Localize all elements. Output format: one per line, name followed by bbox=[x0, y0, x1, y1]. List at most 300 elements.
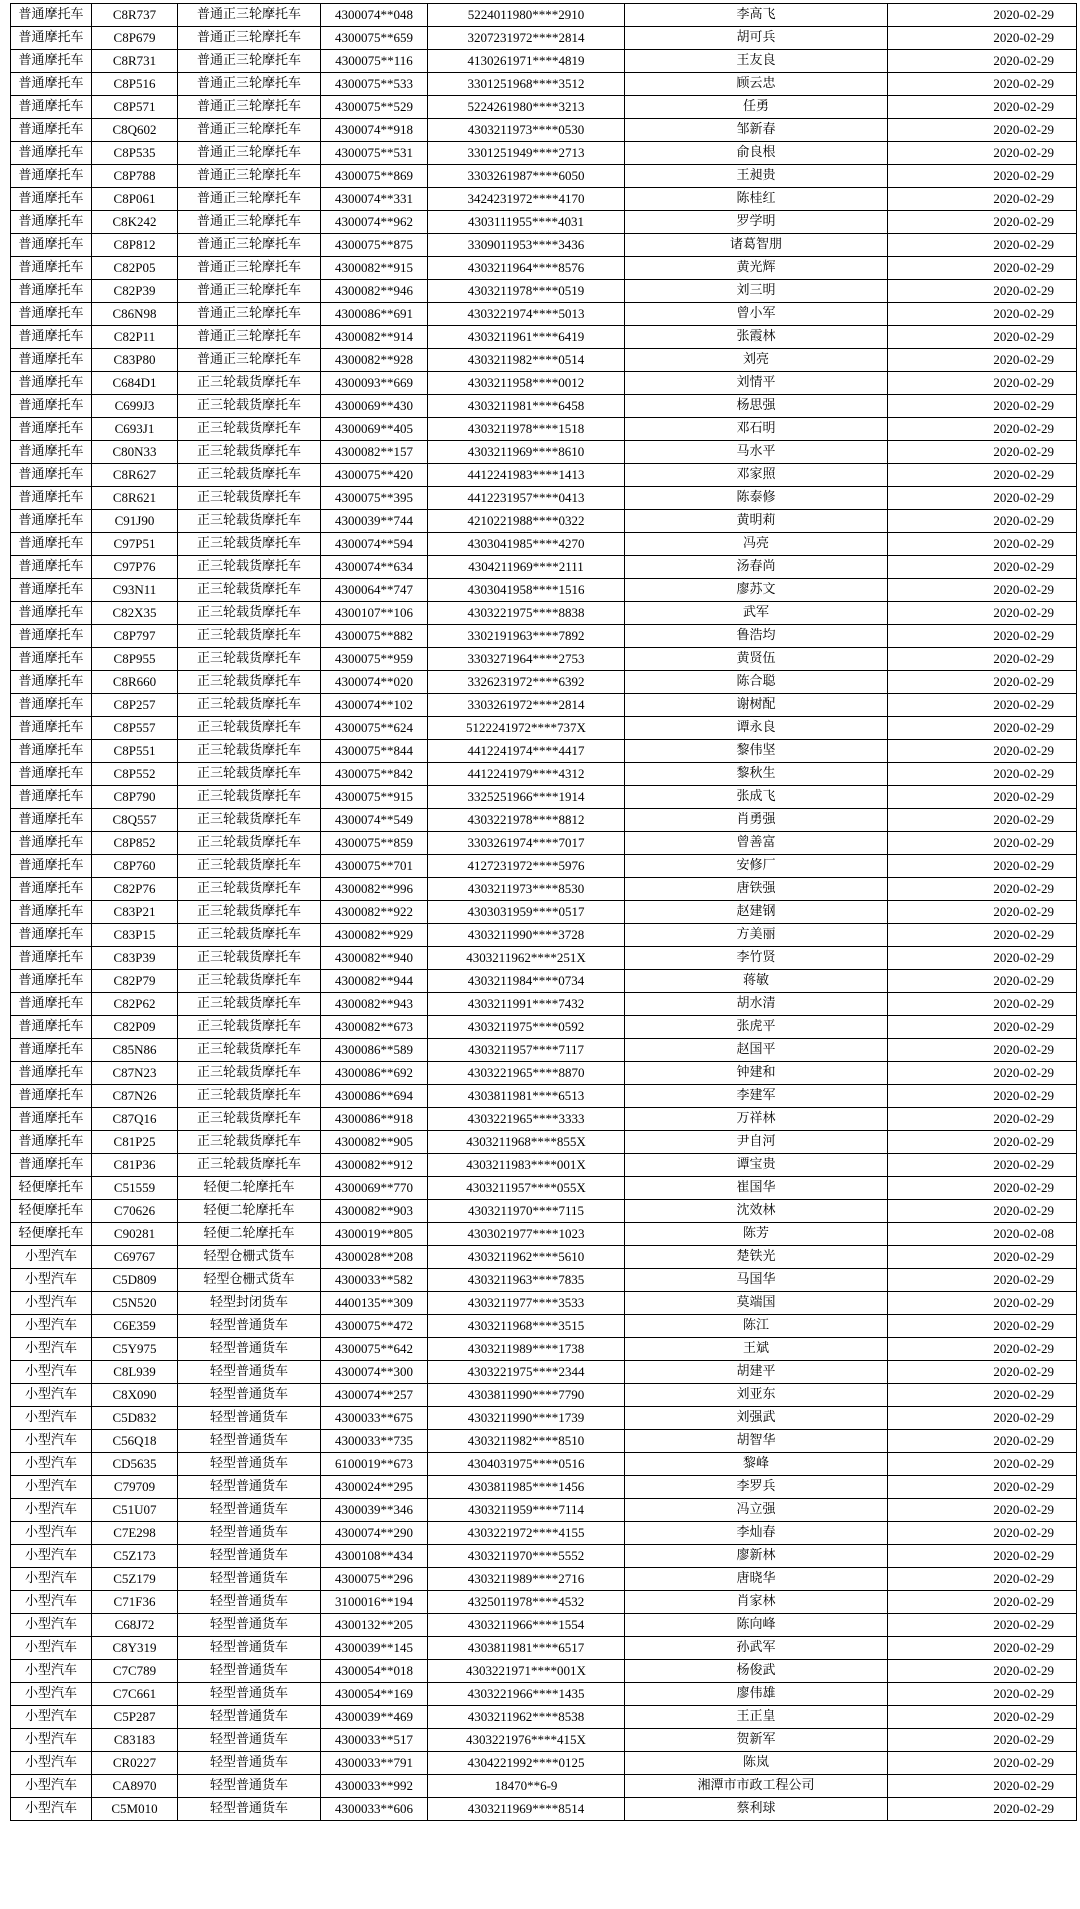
category-cell: 普通摩托车 bbox=[11, 326, 92, 349]
plate-number-cell: C8R660 bbox=[92, 671, 178, 694]
record-number-cell: 4300028**208 bbox=[321, 1246, 428, 1269]
date-cell: 2020-02-29 bbox=[888, 280, 1077, 303]
owner-name-cell: 李高飞 bbox=[625, 4, 888, 27]
id-number-cell: 4303211963****7835 bbox=[428, 1269, 625, 1292]
owner-name-cell: 安修厂 bbox=[625, 855, 888, 878]
vehicle-type-cell: 正三轮载货摩托车 bbox=[178, 878, 321, 901]
record-number-cell: 4300064**747 bbox=[321, 579, 428, 602]
id-number-cell: 4303111955****4031 bbox=[428, 211, 625, 234]
id-number-cell: 3301251949****2713 bbox=[428, 142, 625, 165]
record-number-cell: 4300074**962 bbox=[321, 211, 428, 234]
date-cell: 2020-02-29 bbox=[888, 96, 1077, 119]
record-number-cell: 4300075**529 bbox=[321, 96, 428, 119]
category-cell: 普通摩托车 bbox=[11, 510, 92, 533]
owner-name-cell: 刘情平 bbox=[625, 372, 888, 395]
date-cell: 2020-02-29 bbox=[888, 878, 1077, 901]
record-number-cell: 4300075**395 bbox=[321, 487, 428, 510]
record-number-cell: 4300075**844 bbox=[321, 740, 428, 763]
plate-number-cell: C83P15 bbox=[92, 924, 178, 947]
table-row bbox=[11, 1798, 1077, 1821]
vehicle-type-cell: 普通正三轮摩托车 bbox=[178, 349, 321, 372]
record-number-cell: 4300054**169 bbox=[321, 1683, 428, 1706]
vehicle-type-cell: 轻型普通货车 bbox=[178, 1568, 321, 1591]
vehicle-type-cell: 轻便二轮摩托车 bbox=[178, 1177, 321, 1200]
category-cell: 普通摩托车 bbox=[11, 418, 92, 441]
record-number-cell: 3100016**194 bbox=[321, 1591, 428, 1614]
date-cell: 2020-02-29 bbox=[888, 418, 1077, 441]
plate-number-cell: C5M010 bbox=[92, 1798, 178, 1821]
id-number-cell: 3302191963****7892 bbox=[428, 625, 625, 648]
table-row bbox=[11, 1384, 1077, 1407]
id-number-cell: 4303211970****5552 bbox=[428, 1545, 625, 1568]
date-cell: 2020-02-29 bbox=[888, 234, 1077, 257]
plate-number-cell: C8P852 bbox=[92, 832, 178, 855]
owner-name-cell: 廖苏文 bbox=[625, 579, 888, 602]
plate-number-cell: C83183 bbox=[92, 1729, 178, 1752]
id-number-cell: 4325011978****4532 bbox=[428, 1591, 625, 1614]
plate-number-cell: C8P788 bbox=[92, 165, 178, 188]
category-cell: 普通摩托车 bbox=[11, 855, 92, 878]
category-cell: 普通摩托车 bbox=[11, 671, 92, 694]
plate-number-cell: C7E298 bbox=[92, 1522, 178, 1545]
plate-number-cell: C8R627 bbox=[92, 464, 178, 487]
record-number-cell: 4300082**157 bbox=[321, 441, 428, 464]
record-number-cell: 4300039**469 bbox=[321, 1706, 428, 1729]
plate-number-cell: C8P061 bbox=[92, 188, 178, 211]
plate-number-cell: C82X35 bbox=[92, 602, 178, 625]
table-row bbox=[11, 993, 1077, 1016]
plate-number-cell: C83P80 bbox=[92, 349, 178, 372]
owner-name-cell: 李竹贤 bbox=[625, 947, 888, 970]
category-cell: 普通摩托车 bbox=[11, 579, 92, 602]
id-number-cell: 4303211973****8530 bbox=[428, 878, 625, 901]
owner-name-cell: 马国华 bbox=[625, 1269, 888, 1292]
id-number-cell: 4303211966****1554 bbox=[428, 1614, 625, 1637]
owner-name-cell: 谢树配 bbox=[625, 694, 888, 717]
id-number-cell: 4303211978****0519 bbox=[428, 280, 625, 303]
table-row bbox=[11, 1637, 1077, 1660]
id-number-cell: 4303811990****7790 bbox=[428, 1384, 625, 1407]
owner-name-cell: 罗学明 bbox=[625, 211, 888, 234]
date-cell: 2020-02-29 bbox=[888, 349, 1077, 372]
record-number-cell: 4300082**940 bbox=[321, 947, 428, 970]
vehicle-type-cell: 正三轮载货摩托车 bbox=[178, 1154, 321, 1177]
table-row bbox=[11, 763, 1077, 786]
plate-number-cell: C5D809 bbox=[92, 1269, 178, 1292]
owner-name-cell: 湘潭市市政工程公司 bbox=[625, 1775, 888, 1798]
vehicle-type-cell: 正三轮载货摩托车 bbox=[178, 786, 321, 809]
table-row bbox=[11, 1315, 1077, 1338]
record-number-cell: 4400135**309 bbox=[321, 1292, 428, 1315]
table-row bbox=[11, 1154, 1077, 1177]
category-cell: 轻便摩托车 bbox=[11, 1200, 92, 1223]
id-number-cell: 4303221974****5013 bbox=[428, 303, 625, 326]
owner-name-cell: 李灿春 bbox=[625, 1522, 888, 1545]
vehicle-type-cell: 正三轮载货摩托车 bbox=[178, 947, 321, 970]
table-row bbox=[11, 786, 1077, 809]
vehicle-type-cell: 正三轮载货摩托车 bbox=[178, 1016, 321, 1039]
date-cell: 2020-02-29 bbox=[888, 73, 1077, 96]
date-cell: 2020-02-29 bbox=[888, 1706, 1077, 1729]
category-cell: 小型汽车 bbox=[11, 1499, 92, 1522]
record-number-cell: 4300075**701 bbox=[321, 855, 428, 878]
date-cell: 2020-02-29 bbox=[888, 1062, 1077, 1085]
owner-name-cell: 黄贤伍 bbox=[625, 648, 888, 671]
date-cell: 2020-02-29 bbox=[888, 533, 1077, 556]
owner-name-cell: 蒋敏 bbox=[625, 970, 888, 993]
record-number-cell: 6100019**673 bbox=[321, 1453, 428, 1476]
category-cell: 轻便摩托车 bbox=[11, 1223, 92, 1246]
id-number-cell: 3309011953****3436 bbox=[428, 234, 625, 257]
vehicle-type-cell: 正三轮载货摩托车 bbox=[178, 533, 321, 556]
id-number-cell: 3303261987****6050 bbox=[428, 165, 625, 188]
owner-name-cell: 赵建钢 bbox=[625, 901, 888, 924]
id-number-cell: 4303211962****251X bbox=[428, 947, 625, 970]
table-row bbox=[11, 50, 1077, 73]
table-row bbox=[11, 832, 1077, 855]
record-number-cell: 4300082**912 bbox=[321, 1154, 428, 1177]
plate-number-cell: C85N86 bbox=[92, 1039, 178, 1062]
vehicle-type-cell: 正三轮载货摩托车 bbox=[178, 901, 321, 924]
id-number-cell: 4303211975****0592 bbox=[428, 1016, 625, 1039]
category-cell: 小型汽车 bbox=[11, 1545, 92, 1568]
owner-name-cell: 廖新林 bbox=[625, 1545, 888, 1568]
date-cell: 2020-02-29 bbox=[888, 901, 1077, 924]
owner-name-cell: 谭宝贵 bbox=[625, 1154, 888, 1177]
id-number-cell: 4303211982****8510 bbox=[428, 1430, 625, 1453]
date-cell: 2020-02-29 bbox=[888, 763, 1077, 786]
vehicle-type-cell: 普通正三轮摩托车 bbox=[178, 165, 321, 188]
id-number-cell: 4303211990****1739 bbox=[428, 1407, 625, 1430]
id-number-cell: 4303211962****5610 bbox=[428, 1246, 625, 1269]
id-number-cell: 5122241972****737X bbox=[428, 717, 625, 740]
category-cell: 普通摩托车 bbox=[11, 441, 92, 464]
owner-name-cell: 楚铁光 bbox=[625, 1246, 888, 1269]
date-cell: 2020-02-29 bbox=[888, 1246, 1077, 1269]
plate-number-cell: C5P287 bbox=[92, 1706, 178, 1729]
date-cell: 2020-02-29 bbox=[888, 464, 1077, 487]
owner-name-cell: 胡建平 bbox=[625, 1361, 888, 1384]
owner-name-cell: 陈泰修 bbox=[625, 487, 888, 510]
category-cell: 小型汽车 bbox=[11, 1798, 92, 1821]
id-number-cell: 3424231972****4170 bbox=[428, 188, 625, 211]
id-number-cell: 4210221988****0322 bbox=[428, 510, 625, 533]
vehicle-type-cell: 轻型普通货车 bbox=[178, 1683, 321, 1706]
plate-number-cell: C82P39 bbox=[92, 280, 178, 303]
date-cell: 2020-02-29 bbox=[888, 625, 1077, 648]
date-cell: 2020-02-29 bbox=[888, 602, 1077, 625]
date-cell: 2020-02-29 bbox=[888, 1039, 1077, 1062]
vehicle-type-cell: 普通正三轮摩托车 bbox=[178, 326, 321, 349]
vehicle-type-cell: 轻型普通货车 bbox=[178, 1338, 321, 1361]
category-cell: 普通摩托车 bbox=[11, 1062, 92, 1085]
plate-number-cell: C7C789 bbox=[92, 1660, 178, 1683]
record-number-cell: 4300069**405 bbox=[321, 418, 428, 441]
date-cell: 2020-02-29 bbox=[888, 1453, 1077, 1476]
plate-number-cell: C8L939 bbox=[92, 1361, 178, 1384]
date-cell: 2020-02-29 bbox=[888, 1016, 1077, 1039]
plate-number-cell: C68J72 bbox=[92, 1614, 178, 1637]
table-row bbox=[11, 1522, 1077, 1545]
id-number-cell: 4303211989****1738 bbox=[428, 1338, 625, 1361]
owner-name-cell: 李罗兵 bbox=[625, 1476, 888, 1499]
owner-name-cell: 唐晓华 bbox=[625, 1568, 888, 1591]
record-number-cell: 4300069**430 bbox=[321, 395, 428, 418]
owner-name-cell: 莫端国 bbox=[625, 1292, 888, 1315]
owner-name-cell: 陈合聪 bbox=[625, 671, 888, 694]
vehicle-type-cell: 正三轮载货摩托车 bbox=[178, 993, 321, 1016]
record-number-cell: 4300075**642 bbox=[321, 1338, 428, 1361]
record-number-cell: 4300039**145 bbox=[321, 1637, 428, 1660]
category-cell: 小型汽车 bbox=[11, 1614, 92, 1637]
plate-number-cell: C8P955 bbox=[92, 648, 178, 671]
vehicle-type-cell: 正三轮载货摩托车 bbox=[178, 694, 321, 717]
table-row bbox=[11, 1430, 1077, 1453]
id-number-cell: 4303211981****6458 bbox=[428, 395, 625, 418]
record-number-cell: 4300074**048 bbox=[321, 4, 428, 27]
vehicle-type-cell: 正三轮载货摩托车 bbox=[178, 625, 321, 648]
plate-number-cell: C82P09 bbox=[92, 1016, 178, 1039]
date-cell: 2020-02-29 bbox=[888, 1269, 1077, 1292]
table-row bbox=[11, 1361, 1077, 1384]
id-number-cell: 4127231972****5976 bbox=[428, 855, 625, 878]
plate-number-cell: C5Z179 bbox=[92, 1568, 178, 1591]
table-row bbox=[11, 1660, 1077, 1683]
vehicle-type-cell: 正三轮载货摩托车 bbox=[178, 671, 321, 694]
vehicle-type-cell: 轻型普通货车 bbox=[178, 1752, 321, 1775]
owner-name-cell: 方美丽 bbox=[625, 924, 888, 947]
category-cell: 小型汽车 bbox=[11, 1430, 92, 1453]
record-number-cell: 4300075**869 bbox=[321, 165, 428, 188]
table-row bbox=[11, 1338, 1077, 1361]
vehicle-type-cell: 普通正三轮摩托车 bbox=[178, 73, 321, 96]
record-number-cell: 4300075**296 bbox=[321, 1568, 428, 1591]
id-number-cell: 3326231972****6392 bbox=[428, 671, 625, 694]
vehicle-type-cell: 普通正三轮摩托车 bbox=[178, 211, 321, 234]
date-cell: 2020-02-29 bbox=[888, 257, 1077, 280]
record-number-cell: 4300075**420 bbox=[321, 464, 428, 487]
id-number-cell: 4303211983****001X bbox=[428, 1154, 625, 1177]
vehicle-type-cell: 轻型普通货车 bbox=[178, 1775, 321, 1798]
plate-number-cell: C81P25 bbox=[92, 1131, 178, 1154]
plate-number-cell: C51559 bbox=[92, 1177, 178, 1200]
id-number-cell: 4303211958****0012 bbox=[428, 372, 625, 395]
owner-name-cell: 贺新军 bbox=[625, 1729, 888, 1752]
owner-name-cell: 刘强武 bbox=[625, 1407, 888, 1430]
record-number-cell: 4300019**805 bbox=[321, 1223, 428, 1246]
table-row bbox=[11, 4, 1077, 27]
table-body bbox=[11, 4, 1077, 1821]
record-number-cell: 4300033**582 bbox=[321, 1269, 428, 1292]
table-row bbox=[11, 441, 1077, 464]
plate-number-cell: CA8970 bbox=[92, 1775, 178, 1798]
id-number-cell: 4303221965****3333 bbox=[428, 1108, 625, 1131]
plate-number-cell: C8P797 bbox=[92, 625, 178, 648]
id-number-cell: 4303221971****001X bbox=[428, 1660, 625, 1683]
id-number-cell: 4303211959****7114 bbox=[428, 1499, 625, 1522]
owner-name-cell: 邹新春 bbox=[625, 119, 888, 142]
vehicle-type-cell: 轻型普通货车 bbox=[178, 1499, 321, 1522]
category-cell: 普通摩托车 bbox=[11, 1154, 92, 1177]
table-row bbox=[11, 418, 1077, 441]
vehicle-type-cell: 轻型普通货车 bbox=[178, 1729, 321, 1752]
category-cell: 普通摩托车 bbox=[11, 809, 92, 832]
record-number-cell: 4300033**606 bbox=[321, 1798, 428, 1821]
table-row bbox=[11, 1499, 1077, 1522]
category-cell: 普通摩托车 bbox=[11, 1085, 92, 1108]
table-row bbox=[11, 1729, 1077, 1752]
table-row bbox=[11, 1131, 1077, 1154]
date-cell: 2020-02-29 bbox=[888, 142, 1077, 165]
id-number-cell: 4303211973****0530 bbox=[428, 119, 625, 142]
plate-number-cell: C93N11 bbox=[92, 579, 178, 602]
vehicle-type-cell: 正三轮载货摩托车 bbox=[178, 579, 321, 602]
record-number-cell: 4300075**859 bbox=[321, 832, 428, 855]
date-cell: 2020-02-29 bbox=[888, 556, 1077, 579]
date-cell: 2020-02-29 bbox=[888, 1660, 1077, 1683]
record-number-cell: 4300082**946 bbox=[321, 280, 428, 303]
table-row bbox=[11, 556, 1077, 579]
category-cell: 小型汽车 bbox=[11, 1407, 92, 1430]
date-cell: 2020-02-29 bbox=[888, 924, 1077, 947]
vehicle-type-cell: 正三轮载货摩托车 bbox=[178, 1085, 321, 1108]
plate-number-cell: C8P516 bbox=[92, 73, 178, 96]
category-cell: 普通摩托车 bbox=[11, 349, 92, 372]
owner-name-cell: 冯立强 bbox=[625, 1499, 888, 1522]
category-cell: 普通摩托车 bbox=[11, 464, 92, 487]
vehicle-type-cell: 轻型普通货车 bbox=[178, 1522, 321, 1545]
category-cell: 普通摩托车 bbox=[11, 50, 92, 73]
owner-name-cell: 黄光辉 bbox=[625, 257, 888, 280]
category-cell: 小型汽车 bbox=[11, 1453, 92, 1476]
date-cell: 2020-02-29 bbox=[888, 1315, 1077, 1338]
vehicle-type-cell: 正三轮载货摩托车 bbox=[178, 441, 321, 464]
table-row bbox=[11, 326, 1077, 349]
vehicle-type-cell: 轻型仓栅式货车 bbox=[178, 1269, 321, 1292]
record-number-cell: 4300132**205 bbox=[321, 1614, 428, 1637]
id-number-cell: 4412241979****4312 bbox=[428, 763, 625, 786]
table-row bbox=[11, 855, 1077, 878]
table-row bbox=[11, 1706, 1077, 1729]
vehicle-type-cell: 普通正三轮摩托车 bbox=[178, 280, 321, 303]
vehicle-type-cell: 轻型普通货车 bbox=[178, 1453, 321, 1476]
table-row bbox=[11, 1108, 1077, 1131]
table-row bbox=[11, 602, 1077, 625]
id-number-cell: 4130261971****4819 bbox=[428, 50, 625, 73]
owner-name-cell: 张霞林 bbox=[625, 326, 888, 349]
vehicle-type-cell: 普通正三轮摩托车 bbox=[178, 257, 321, 280]
record-number-cell: 4300075**915 bbox=[321, 786, 428, 809]
id-number-cell: 4303041985****4270 bbox=[428, 533, 625, 556]
date-cell: 2020-02-29 bbox=[888, 1499, 1077, 1522]
table-row bbox=[11, 510, 1077, 533]
plate-number-cell: C82P79 bbox=[92, 970, 178, 993]
vehicle-type-cell: 轻型普通货车 bbox=[178, 1660, 321, 1683]
vehicle-type-cell: 普通正三轮摩托车 bbox=[178, 119, 321, 142]
category-cell: 普通摩托车 bbox=[11, 602, 92, 625]
table-row bbox=[11, 1223, 1077, 1246]
category-cell: 小型汽车 bbox=[11, 1476, 92, 1499]
date-cell: 2020-02-29 bbox=[888, 188, 1077, 211]
id-number-cell: 4303211957****7117 bbox=[428, 1039, 625, 1062]
id-number-cell: 4303211977****3533 bbox=[428, 1292, 625, 1315]
date-cell: 2020-02-29 bbox=[888, 50, 1077, 73]
plate-number-cell: C5Y975 bbox=[92, 1338, 178, 1361]
id-number-cell: 4303211968****3515 bbox=[428, 1315, 625, 1338]
date-cell: 2020-02-29 bbox=[888, 1798, 1077, 1821]
record-number-cell: 4300107**106 bbox=[321, 602, 428, 625]
record-number-cell: 4300075**875 bbox=[321, 234, 428, 257]
table-row bbox=[11, 27, 1077, 50]
owner-name-cell: 杨思强 bbox=[625, 395, 888, 418]
record-number-cell: 4300033**992 bbox=[321, 1775, 428, 1798]
table-row bbox=[11, 1085, 1077, 1108]
id-number-cell: 4303211962****8538 bbox=[428, 1706, 625, 1729]
vehicle-type-cell: 普通正三轮摩托车 bbox=[178, 303, 321, 326]
date-cell: 2020-02-29 bbox=[888, 694, 1077, 717]
vehicle-type-cell: 轻型普通货车 bbox=[178, 1637, 321, 1660]
id-number-cell: 3303271964****2753 bbox=[428, 648, 625, 671]
id-number-cell: 4303221975****2344 bbox=[428, 1361, 625, 1384]
vehicle-type-cell: 正三轮载货摩托车 bbox=[178, 832, 321, 855]
vehicle-type-cell: 轻型普通货车 bbox=[178, 1384, 321, 1407]
plate-number-cell: C87N23 bbox=[92, 1062, 178, 1085]
date-cell: 2020-02-29 bbox=[888, 970, 1077, 993]
vehicle-type-cell: 正三轮载货摩托车 bbox=[178, 809, 321, 832]
plate-number-cell: C90281 bbox=[92, 1223, 178, 1246]
record-number-cell: 4300086**694 bbox=[321, 1085, 428, 1108]
vehicle-type-cell: 轻便二轮摩托车 bbox=[178, 1223, 321, 1246]
record-number-cell: 4300074**290 bbox=[321, 1522, 428, 1545]
plate-number-cell: C56Q18 bbox=[92, 1430, 178, 1453]
record-number-cell: 4300086**691 bbox=[321, 303, 428, 326]
plate-number-cell: C8P679 bbox=[92, 27, 178, 50]
owner-name-cell: 张成飞 bbox=[625, 786, 888, 809]
plate-number-cell: C8R731 bbox=[92, 50, 178, 73]
plate-number-cell: C8P790 bbox=[92, 786, 178, 809]
table-row bbox=[11, 280, 1077, 303]
owner-name-cell: 顾云忠 bbox=[625, 73, 888, 96]
category-cell: 普通摩托车 bbox=[11, 694, 92, 717]
category-cell: 普通摩托车 bbox=[11, 142, 92, 165]
owner-name-cell: 谭永良 bbox=[625, 717, 888, 740]
owner-name-cell: 刘亮 bbox=[625, 349, 888, 372]
id-number-cell: 4303211989****2716 bbox=[428, 1568, 625, 1591]
table-row bbox=[11, 119, 1077, 142]
date-cell: 2020-02-29 bbox=[888, 1522, 1077, 1545]
vehicle-type-cell: 普通正三轮摩托车 bbox=[178, 96, 321, 119]
plate-number-cell: C69767 bbox=[92, 1246, 178, 1269]
record-number-cell: 4300082**922 bbox=[321, 901, 428, 924]
table-row bbox=[11, 96, 1077, 119]
owner-name-cell: 黎峰 bbox=[625, 1453, 888, 1476]
category-cell: 小型汽车 bbox=[11, 1752, 92, 1775]
plate-number-cell: C87Q16 bbox=[92, 1108, 178, 1131]
category-cell: 普通摩托车 bbox=[11, 27, 92, 50]
plate-number-cell: C8P535 bbox=[92, 142, 178, 165]
id-number-cell: 4303211982****0514 bbox=[428, 349, 625, 372]
table-row bbox=[11, 349, 1077, 372]
vehicle-type-cell: 普通正三轮摩托车 bbox=[178, 27, 321, 50]
id-number-cell: 4303211984****0734 bbox=[428, 970, 625, 993]
vehicle-type-cell: 轻型普通货车 bbox=[178, 1407, 321, 1430]
plate-number-cell: C7C661 bbox=[92, 1683, 178, 1706]
date-cell: 2020-02-29 bbox=[888, 1200, 1077, 1223]
table-row bbox=[11, 1292, 1077, 1315]
vehicle-type-cell: 正三轮载货摩托车 bbox=[178, 1062, 321, 1085]
category-cell: 普通摩托车 bbox=[11, 280, 92, 303]
category-cell: 小型汽车 bbox=[11, 1706, 92, 1729]
